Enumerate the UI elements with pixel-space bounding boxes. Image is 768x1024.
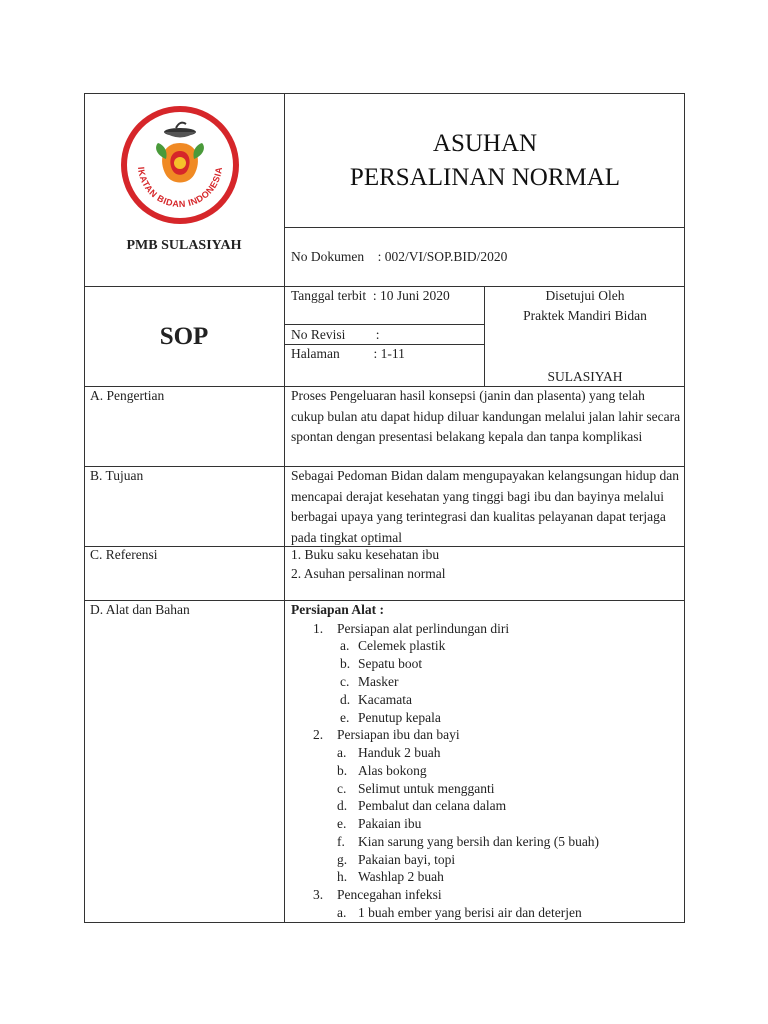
- column-divider: [284, 93, 285, 923]
- document-title-line-2: PERSALINAN NORMAL: [349, 164, 621, 191]
- table-border-left: [84, 93, 85, 923]
- reference-item: 2. Asuhan persalinan normal: [291, 566, 446, 581]
- table-border-top: [84, 93, 685, 94]
- item-text: Celemek plastik: [358, 638, 446, 653]
- equipment-heading: Persiapan Alat :: [291, 602, 384, 617]
- document-title-line-1: ASUHAN: [432, 130, 538, 157]
- ibi-logo: [118, 103, 242, 227]
- section-b-text: Sebagai Pedoman Bidan dalam mengupayakan kelangsungan hidup dan mencapai derajat kesehatan yang tinggi bagi ibu dan bayinya melalui berbagai upaya yang terintegrasi dan kualitas pelayanan dapat terjaga pada tingkat optimal: [291, 468, 680, 545]
- item-text: Kian sarung yang bersih dan kering (5 buah): [358, 834, 600, 849]
- clinic-name: PMB SULASIYAH: [126, 238, 242, 253]
- group-number: 3.: [313, 887, 324, 902]
- item-letter: d.: [340, 692, 351, 707]
- item-text: Masker: [358, 674, 399, 689]
- item-letter: a.: [340, 638, 350, 653]
- item-text: Selimut untuk mengganti: [358, 781, 495, 796]
- section-a-label: A. Pengertian: [90, 388, 165, 403]
- item-text: Pakaian ibu: [358, 816, 422, 831]
- item-letter: g.: [337, 852, 348, 867]
- item-letter: a.: [337, 905, 347, 920]
- item-letter: a.: [337, 745, 347, 760]
- item-text: Washlap 2 buah: [358, 869, 444, 884]
- approver-name: SULASIYAH: [547, 369, 623, 384]
- table-border-bottom: [84, 922, 685, 923]
- group-title: Persiapan alat perlindungan diri: [337, 621, 510, 636]
- item-text: Pembalut dan celana dalam: [358, 798, 507, 813]
- item-letter: e.: [340, 710, 350, 725]
- item-letter: b.: [340, 656, 351, 671]
- group-title: Persiapan ibu dan bayi: [337, 727, 460, 742]
- reference-item: 1. Buku saku kesehatan ibu: [291, 547, 440, 562]
- section-b-label: B. Tujuan: [90, 468, 144, 483]
- item-text: Penutup kepala: [358, 710, 441, 725]
- svg-text:IKATAN BIDAN INDONESIA: IKATAN BIDAN INDONESIA: [136, 166, 225, 210]
- item-text: Pakaian bayi, topi: [358, 852, 456, 867]
- header-divider-3: [284, 324, 484, 325]
- approved-by-label: Disetujui Oleh: [545, 288, 625, 303]
- item-letter: h.: [337, 869, 348, 884]
- issue-date: Tanggal terbit : 10 Juni 2020: [291, 288, 450, 303]
- table-border-right: [684, 93, 685, 923]
- item-letter: b.: [337, 763, 348, 778]
- item-letter: e.: [337, 816, 347, 831]
- revision-number: No Revisi :: [291, 327, 380, 342]
- item-text: Alas bokong: [358, 763, 427, 778]
- item-text: Kacamata: [358, 692, 412, 707]
- group-number: 1.: [313, 621, 324, 636]
- item-text: 1 buah ember yang berisi air dan deterjen: [358, 905, 582, 920]
- section-a-text: Proses Pengeluaran hasil konsepsi (janin dan plasenta) yang telah cukup bulan atu dapat hidup diluar kandungan melalui jalan lahir secara spontan dengan presentasi belakang kepala dan tanpa komplikasi: [291, 388, 681, 444]
- item-letter: d.: [337, 798, 348, 813]
- section-c-label: C. Referensi: [90, 547, 158, 562]
- item-letter: f.: [337, 834, 345, 849]
- item-text: Handuk 2 buah: [358, 745, 441, 760]
- header-divider-1: [284, 227, 685, 228]
- item-letter: c.: [340, 674, 350, 689]
- sop-label: SOP: [159, 323, 209, 350]
- approver-organization: Praktek Mandiri Bidan: [523, 308, 647, 323]
- document-number: No Dokumen : 002/VI/SOP.BID/2020: [291, 249, 508, 264]
- item-text: Sepatu boot: [358, 656, 423, 671]
- page-count: Halaman : 1-11: [291, 346, 405, 361]
- item-letter: c.: [337, 781, 347, 796]
- section-d-label: D. Alat dan Bahan: [90, 602, 190, 617]
- group-number: 2.: [313, 727, 324, 742]
- group-title: Pencegahan infeksi: [337, 887, 442, 902]
